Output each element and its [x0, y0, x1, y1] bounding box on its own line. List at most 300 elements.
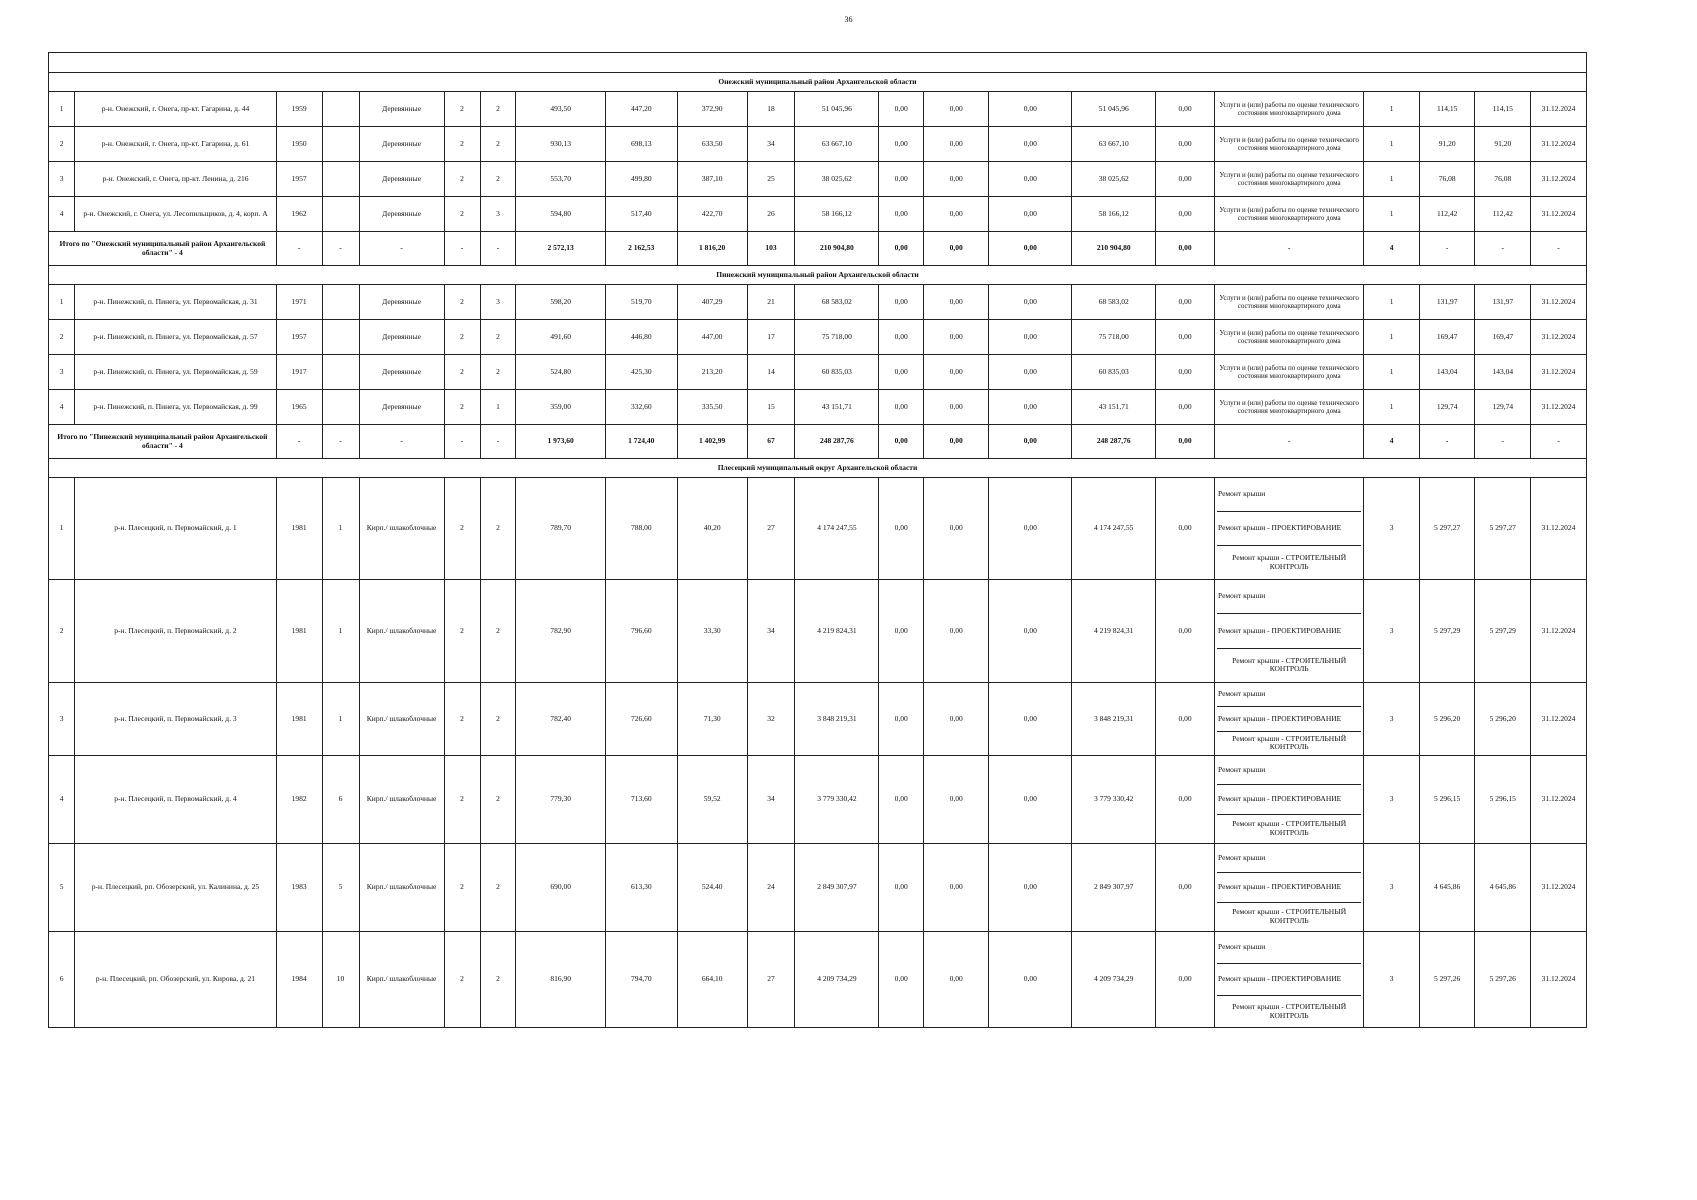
table-row: [49, 92, 1587, 127]
cost-fund-cell: 0,00: [879, 162, 924, 197]
total-area-residential: 1 402,99: [677, 425, 747, 459]
year-built-cell: 1982: [276, 756, 322, 844]
cost-fund-cell: 0,00: [879, 844, 924, 932]
year-renovation-cell: 6: [322, 756, 359, 844]
cost-total-cell: 68 583,02: [795, 285, 879, 320]
section-title: Онежский муниципальный район Архангельской области: [49, 73, 1587, 92]
cost-other-cell: 0,00: [1156, 92, 1215, 127]
cost-regional-cell: 0,00: [924, 844, 989, 932]
cost-total-cell: 43 151,71: [795, 390, 879, 425]
table-row: [49, 390, 1587, 425]
residents-cell: 21: [747, 285, 795, 320]
area-total-cell: 553,70: [516, 162, 605, 197]
cost-local-cell: 0,00: [989, 320, 1072, 355]
works-cell: Услуги и (или) работы по оценке технического состояния многоквартирного дома: [1215, 285, 1364, 320]
area-living-cell: 788,00: [605, 478, 677, 580]
row-number: 2: [49, 127, 75, 162]
total-cost-local: 0,00: [989, 425, 1072, 459]
total-area-total: 2 572,13: [516, 232, 605, 266]
section-title: Плесецкий муниципальный округ Архангельской области: [49, 459, 1587, 478]
address-cell: р-н. Пинежский, п. Пинега, ул. Первомайская, д. 57: [75, 320, 277, 355]
area-residential-cell: 335,50: [677, 390, 747, 425]
wall-material-cell: Кирп./ шлакоблочные: [359, 478, 444, 580]
cost-owners-cell: 75 718,00: [1072, 320, 1156, 355]
year-renovation-cell: [322, 285, 359, 320]
register-table: [48, 52, 1587, 1028]
area-total-cell: 782,40: [516, 683, 605, 756]
cost-regional-cell: 0,00: [924, 320, 989, 355]
wall-material-cell: Деревянные: [359, 162, 444, 197]
works-count-cell: 3: [1364, 932, 1420, 1028]
cost-other-cell: 0,00: [1156, 162, 1215, 197]
total-area-total: 1 973,60: [516, 425, 605, 459]
row-number: 3: [49, 355, 75, 390]
dash-cell: -: [1215, 232, 1364, 266]
cost-regional-cell: 0,00: [924, 932, 989, 1028]
area-residential-cell: 387,10: [677, 162, 747, 197]
works-count-cell: 3: [1364, 844, 1420, 932]
row-number: 1: [49, 285, 75, 320]
table-row: [49, 580, 1587, 683]
cost-regional-cell: 0,00: [924, 478, 989, 580]
wall-material-cell: Деревянные: [359, 390, 444, 425]
dash-cell: -: [444, 232, 480, 266]
area-residential-cell: 447,00: [677, 320, 747, 355]
cost-owners-cell: 38 025,62: [1072, 162, 1156, 197]
row-number: 1: [49, 92, 75, 127]
cost-total-cell: 60 835,03: [795, 355, 879, 390]
cost-regional-cell: 0,00: [924, 197, 989, 232]
row-number: 4: [49, 756, 75, 844]
cost-local-cell: 0,00: [989, 197, 1072, 232]
cost-owners-cell: 3 848 219,31: [1072, 683, 1156, 756]
cost-fund-cell: 0,00: [879, 320, 924, 355]
total-cost: 210 904,80: [795, 232, 879, 266]
total-cost-other: 0,00: [1156, 232, 1215, 266]
residents-cell: 17: [747, 320, 795, 355]
section-header-row: [49, 266, 1587, 285]
works-cell: Услуги и (или) работы по оценке технического состояния многоквартирного дома: [1215, 162, 1364, 197]
area-residential-cell: 422,70: [677, 197, 747, 232]
floors-cell: 2: [444, 197, 480, 232]
dash-cell: -: [1475, 425, 1531, 459]
cost-fund-cell: 0,00: [879, 932, 924, 1028]
cost-local-cell: 0,00: [989, 580, 1072, 683]
table-row: [49, 478, 1587, 580]
cost-other-cell: 0,00: [1156, 285, 1215, 320]
total-cost-regional: 0,00: [924, 232, 989, 266]
work-item: Ремонт крыши: [1218, 591, 1266, 601]
area-total-cell: 491,60: [516, 320, 605, 355]
entrances-cell: 2: [480, 580, 516, 683]
unit-cost-limit-cell: 112,42: [1475, 197, 1531, 232]
table-row: [49, 162, 1587, 197]
cost-local-cell: 0,00: [989, 285, 1072, 320]
row-number: 1: [49, 478, 75, 580]
cost-other-cell: 0,00: [1156, 478, 1215, 580]
floors-cell: 2: [444, 320, 480, 355]
area-total-cell: 816,90: [516, 932, 605, 1028]
area-residential-cell: 213,20: [677, 355, 747, 390]
works-count-cell: 1: [1364, 285, 1420, 320]
row-number: 2: [49, 320, 75, 355]
wall-material-cell: Деревянные: [359, 285, 444, 320]
area-residential-cell: 407,29: [677, 285, 747, 320]
unit-cost-cell: 5 296,20: [1419, 683, 1475, 756]
cost-regional-cell: 0,00: [924, 756, 989, 844]
cost-total-cell: 4 174 247,55: [795, 478, 879, 580]
cost-other-cell: 0,00: [1156, 197, 1215, 232]
year-built-cell: 1981: [276, 580, 322, 683]
dash-cell: -: [276, 425, 322, 459]
row-number: 3: [49, 162, 75, 197]
cost-regional-cell: 0,00: [924, 580, 989, 683]
deadline-cell: 31.12.2024: [1531, 756, 1587, 844]
entrances-cell: 2: [480, 478, 516, 580]
total-works-count: 4: [1364, 232, 1420, 266]
year-renovation-cell: 5: [322, 844, 359, 932]
works-cell: [1215, 932, 1364, 1028]
residents-cell: 24: [747, 844, 795, 932]
floors-cell: 2: [444, 355, 480, 390]
works-cell: [1215, 756, 1364, 844]
residents-cell: 15: [747, 390, 795, 425]
floors-cell: 2: [444, 478, 480, 580]
works-count-cell: 1: [1364, 355, 1420, 390]
header-spacer-row: [49, 53, 1587, 73]
total-cost-owners: 210 904,80: [1072, 232, 1156, 266]
unit-cost-limit-cell: 5 296,20: [1475, 683, 1531, 756]
work-item: Ремонт крыши: [1218, 689, 1266, 699]
year-built-cell: 1983: [276, 844, 322, 932]
year-built-cell: 1965: [276, 390, 322, 425]
floors-cell: 2: [444, 285, 480, 320]
unit-cost-limit-cell: 91,20: [1475, 127, 1531, 162]
unit-cost-limit-cell: 131,97: [1475, 285, 1531, 320]
area-total-cell: 779,30: [516, 756, 605, 844]
works-cell: [1215, 478, 1364, 580]
area-residential-cell: 633,50: [677, 127, 747, 162]
works-count-cell: 3: [1364, 580, 1420, 683]
works-list: [1217, 756, 1361, 843]
cost-other-cell: 0,00: [1156, 580, 1215, 683]
cost-other-cell: 0,00: [1156, 127, 1215, 162]
deadline-cell: 31.12.2024: [1531, 390, 1587, 425]
cost-local-cell: 0,00: [989, 844, 1072, 932]
total-label: Итого по "Онежский муниципальный район Архангельской области" - 4: [49, 232, 277, 266]
cost-owners-cell: 63 667,10: [1072, 127, 1156, 162]
cost-owners-cell: 2 849 307,97: [1072, 844, 1156, 932]
wall-material-cell: Кирп./ шлакоблочные: [359, 580, 444, 683]
dash-cell: -: [1531, 425, 1587, 459]
wall-material-cell: Кирп./ шлакоблочные: [359, 932, 444, 1028]
area-residential-cell: 40,20: [677, 478, 747, 580]
work-item: Ремонт крыши - СТРОИТЕЛЬНЫЙ КОНТРОЛЬ: [1217, 814, 1361, 843]
total-residents: 67: [747, 425, 795, 459]
floors-cell: 2: [444, 580, 480, 683]
work-item: Ремонт крыши: [1218, 764, 1266, 774]
work-item: Ремонт крыши - ПРОЕКТИРОВАНИЕ: [1217, 872, 1361, 901]
page-number: 36: [844, 15, 853, 24]
cost-total-cell: 75 718,00: [795, 320, 879, 355]
dash-cell: -: [1215, 425, 1364, 459]
dash-cell: -: [1419, 232, 1475, 266]
works-count-cell: 3: [1364, 756, 1420, 844]
area-living-cell: 613,30: [605, 844, 677, 932]
total-cost-fund: 0,00: [879, 232, 924, 266]
residents-cell: 34: [747, 127, 795, 162]
total-row: [49, 232, 1587, 266]
cost-total-cell: 4 219 824,31: [795, 580, 879, 683]
works-cell: Услуги и (или) работы по оценке технического состояния многоквартирного дома: [1215, 127, 1364, 162]
section-header-row: [49, 73, 1587, 92]
work-item: Ремонт крыши - СТРОИТЕЛЬНЫЙ КОНТРОЛЬ: [1217, 731, 1361, 755]
works-cell: [1215, 844, 1364, 932]
unit-cost-cell: 112,42: [1419, 197, 1475, 232]
cost-owners-cell: 3 779 330,42: [1072, 756, 1156, 844]
works-count-cell: 1: [1364, 320, 1420, 355]
dash-cell: -: [480, 232, 516, 266]
total-row: [49, 425, 1587, 459]
wall-material-cell: Кирп./ шлакоблочные: [359, 756, 444, 844]
total-label: Итого по "Пинежский муниципальный район Архангельской области" - 4: [49, 425, 277, 459]
unit-cost-limit-cell: 76,08: [1475, 162, 1531, 197]
year-renovation-cell: 1: [322, 683, 359, 756]
floors-cell: 2: [444, 683, 480, 756]
area-living-cell: 796,60: [605, 580, 677, 683]
unit-cost-cell: 76,08: [1419, 162, 1475, 197]
area-living-cell: 332,60: [605, 390, 677, 425]
floors-cell: 2: [444, 127, 480, 162]
cost-other-cell: 0,00: [1156, 932, 1215, 1028]
works-list: [1217, 932, 1361, 1027]
area-living-cell: 794,70: [605, 932, 677, 1028]
works-list: [1217, 580, 1361, 682]
address-cell: р-н. Плесецкий, п. Первомайский, д. 4: [75, 756, 277, 844]
residents-cell: 26: [747, 197, 795, 232]
unit-cost-cell: 169,47: [1419, 320, 1475, 355]
works-count-cell: 1: [1364, 390, 1420, 425]
area-residential-cell: 33,30: [677, 580, 747, 683]
cost-owners-cell: 4 209 734,29: [1072, 932, 1156, 1028]
cost-other-cell: 0,00: [1156, 683, 1215, 756]
works-cell: Услуги и (или) работы по оценке технического состояния многоквартирного дома: [1215, 355, 1364, 390]
year-built-cell: 1971: [276, 285, 322, 320]
cost-regional-cell: 0,00: [924, 355, 989, 390]
cost-total-cell: 38 025,62: [795, 162, 879, 197]
works-cell: Услуги и (или) работы по оценке технического состояния многоквартирного дома: [1215, 390, 1364, 425]
works-count-cell: 1: [1364, 197, 1420, 232]
work-item: Ремонт крыши - СТРОИТЕЛЬНЫЙ КОНТРОЛЬ: [1217, 902, 1361, 931]
total-area-living: 1 724,40: [605, 425, 677, 459]
dash-cell: -: [1531, 232, 1587, 266]
address-cell: р-н. Онежский, г. Онега, пр-кт. Гагарина, д. 61: [75, 127, 277, 162]
entrances-cell: 2: [480, 932, 516, 1028]
year-renovation-cell: [322, 320, 359, 355]
table-row: [49, 683, 1587, 756]
cost-other-cell: 0,00: [1156, 320, 1215, 355]
entrances-cell: 2: [480, 162, 516, 197]
area-living-cell: 446,80: [605, 320, 677, 355]
cost-owners-cell: 60 835,03: [1072, 355, 1156, 390]
total-area-living: 2 162,53: [605, 232, 677, 266]
address-cell: р-н. Плесецкий, п. Первомайский, д. 3: [75, 683, 277, 756]
address-cell: р-н. Онежский, г. Онега, пр-кт. Ленина, д. 216: [75, 162, 277, 197]
address-cell: р-н. Плесецкий, рп. Обозерский, ул. Калинина, д. 25: [75, 844, 277, 932]
year-built-cell: 1957: [276, 162, 322, 197]
residents-cell: 34: [747, 756, 795, 844]
year-built-cell: 1957: [276, 320, 322, 355]
works-cell: Услуги и (или) работы по оценке технического состояния многоквартирного дома: [1215, 197, 1364, 232]
works-count-cell: 3: [1364, 478, 1420, 580]
wall-material-cell: Деревянные: [359, 320, 444, 355]
year-renovation-cell: 1: [322, 580, 359, 683]
unit-cost-cell: 129,74: [1419, 390, 1475, 425]
unit-cost-cell: 5 297,29: [1419, 580, 1475, 683]
entrances-cell: 2: [480, 844, 516, 932]
total-cost-regional: 0,00: [924, 425, 989, 459]
year-renovation-cell: [322, 92, 359, 127]
works-cell: [1215, 580, 1364, 683]
deadline-cell: 31.12.2024: [1531, 932, 1587, 1028]
residents-cell: 27: [747, 932, 795, 1028]
dash-cell: -: [1419, 425, 1475, 459]
cost-fund-cell: 0,00: [879, 92, 924, 127]
work-item: Ремонт крыши - ПРОЕКТИРОВАНИЕ: [1217, 511, 1361, 545]
wall-material-cell: Деревянные: [359, 127, 444, 162]
works-count-cell: 1: [1364, 127, 1420, 162]
total-area-residential: 1 816,20: [677, 232, 747, 266]
entrances-cell: 2: [480, 92, 516, 127]
cost-fund-cell: 0,00: [879, 580, 924, 683]
unit-cost-limit-cell: 4 645,86: [1475, 844, 1531, 932]
area-total-cell: 930,13: [516, 127, 605, 162]
unit-cost-cell: 4 645,86: [1419, 844, 1475, 932]
unit-cost-limit-cell: 5 297,27: [1475, 478, 1531, 580]
dash-cell: -: [359, 425, 444, 459]
table-row: [49, 320, 1587, 355]
cost-total-cell: 3 848 219,31: [795, 683, 879, 756]
cost-total-cell: 2 849 307,97: [795, 844, 879, 932]
area-residential-cell: 372,90: [677, 92, 747, 127]
unit-cost-limit-cell: 5 297,29: [1475, 580, 1531, 683]
deadline-cell: 31.12.2024: [1531, 580, 1587, 683]
total-works-count: 4: [1364, 425, 1420, 459]
deadline-cell: 31.12.2024: [1531, 92, 1587, 127]
deadline-cell: 31.12.2024: [1531, 127, 1587, 162]
year-renovation-cell: [322, 390, 359, 425]
year-built-cell: 1950: [276, 127, 322, 162]
wall-material-cell: Кирп./ шлакоблочные: [359, 844, 444, 932]
cost-regional-cell: 0,00: [924, 127, 989, 162]
unit-cost-cell: 143,04: [1419, 355, 1475, 390]
section-title: Пинежский муниципальный район Архангельской области: [49, 266, 1587, 285]
works-cell: Услуги и (или) работы по оценке технического состояния многоквартирного дома: [1215, 320, 1364, 355]
dash-cell: -: [276, 232, 322, 266]
area-residential-cell: 71,30: [677, 683, 747, 756]
entrances-cell: 2: [480, 127, 516, 162]
area-total-cell: 690,00: [516, 844, 605, 932]
area-living-cell: 519,70: [605, 285, 677, 320]
cost-local-cell: 0,00: [989, 355, 1072, 390]
total-cost: 248 287,76: [795, 425, 879, 459]
cost-other-cell: 0,00: [1156, 844, 1215, 932]
residents-cell: 27: [747, 478, 795, 580]
unit-cost-limit-cell: 114,15: [1475, 92, 1531, 127]
dash-cell: -: [480, 425, 516, 459]
works-cell: [1215, 683, 1364, 756]
work-item: Ремонт крыши: [1218, 942, 1266, 952]
work-item: Ремонт крыши - ПРОЕКТИРОВАНИЕ: [1217, 613, 1361, 647]
year-renovation-cell: [322, 162, 359, 197]
year-renovation-cell: [322, 355, 359, 390]
cost-total-cell: 58 166,12: [795, 197, 879, 232]
entrances-cell: 2: [480, 320, 516, 355]
year-built-cell: 1984: [276, 932, 322, 1028]
area-living-cell: 517,40: [605, 197, 677, 232]
total-residents: 103: [747, 232, 795, 266]
unit-cost-cell: 5 297,27: [1419, 478, 1475, 580]
row-number: 4: [49, 197, 75, 232]
works-list: [1217, 478, 1361, 579]
work-item: Ремонт крыши: [1218, 489, 1266, 499]
row-number: 3: [49, 683, 75, 756]
year-built-cell: 1962: [276, 197, 322, 232]
unit-cost-cell: 91,20: [1419, 127, 1475, 162]
table-row: [49, 932, 1587, 1028]
address-cell: р-н. Плесецкий, п. Первомайский, д. 2: [75, 580, 277, 683]
address-cell: р-н. Плесецкий, рп. Обозерский, ул. Кирова, д. 21: [75, 932, 277, 1028]
floors-cell: 2: [444, 844, 480, 932]
dash-cell: -: [359, 232, 444, 266]
cost-total-cell: 3 779 330,42: [795, 756, 879, 844]
work-item: Ремонт крыши - ПРОЕКТИРОВАНИЕ: [1217, 963, 1361, 995]
year-renovation-cell: 1: [322, 478, 359, 580]
year-built-cell: 1981: [276, 478, 322, 580]
address-cell: р-н. Пинежский, п. Пинега, ул. Первомайская, д. 59: [75, 355, 277, 390]
entrances-cell: 3: [480, 285, 516, 320]
dash-cell: -: [322, 425, 359, 459]
table-row: [49, 355, 1587, 390]
works-cell: Услуги и (или) работы по оценке технического состояния многоквартирного дома: [1215, 92, 1364, 127]
floors-cell: 2: [444, 756, 480, 844]
wall-material-cell: Деревянные: [359, 355, 444, 390]
row-number: 6: [49, 932, 75, 1028]
year-renovation-cell: 10: [322, 932, 359, 1028]
area-total-cell: 782,90: [516, 580, 605, 683]
works-list: [1217, 844, 1361, 931]
cost-owners-cell: 4 174 247,55: [1072, 478, 1156, 580]
cost-local-cell: 0,00: [989, 683, 1072, 756]
deadline-cell: 31.12.2024: [1531, 683, 1587, 756]
cost-other-cell: 0,00: [1156, 756, 1215, 844]
cost-fund-cell: 0,00: [879, 197, 924, 232]
table-row: [49, 285, 1587, 320]
row-number: 4: [49, 390, 75, 425]
cost-fund-cell: 0,00: [879, 390, 924, 425]
cost-owners-cell: 4 219 824,31: [1072, 580, 1156, 683]
header-spacer: [49, 53, 1587, 73]
cost-local-cell: 0,00: [989, 478, 1072, 580]
unit-cost-limit-cell: 5 296,15: [1475, 756, 1531, 844]
cost-local-cell: 0,00: [989, 932, 1072, 1028]
total-cost-owners: 248 287,76: [1072, 425, 1156, 459]
residents-cell: 34: [747, 580, 795, 683]
area-living-cell: 447,20: [605, 92, 677, 127]
cost-regional-cell: 0,00: [924, 683, 989, 756]
cost-owners-cell: 68 583,02: [1072, 285, 1156, 320]
cost-fund-cell: 0,00: [879, 478, 924, 580]
